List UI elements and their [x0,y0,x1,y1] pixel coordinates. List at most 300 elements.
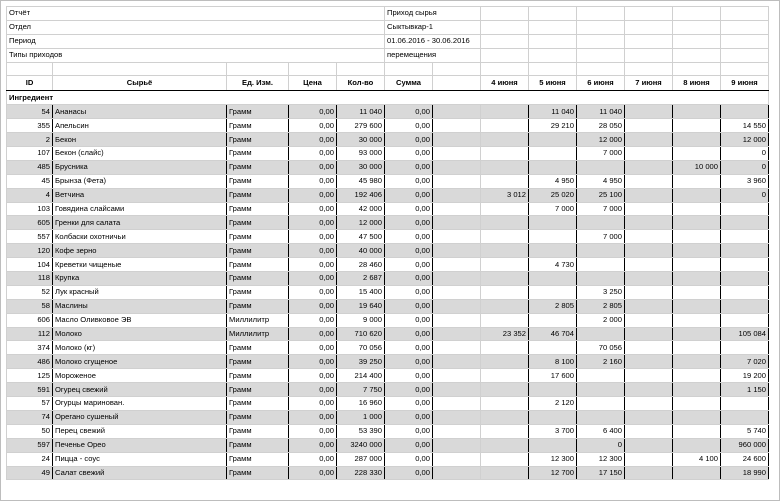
cell-d8[interactable] [673,313,721,327]
cell-d6[interactable]: 17 150 [577,466,625,480]
empty-cell[interactable] [481,48,529,62]
cell-sum[interactable]: 0,00 [385,327,433,341]
cell-sum[interactable]: 0,00 [385,202,433,216]
cell-name[interactable]: Кофе зерно [53,244,227,258]
empty-cell[interactable] [433,452,481,466]
cell-price[interactable]: 0,00 [289,466,337,480]
cell-d9[interactable]: 7 020 [721,355,769,369]
cell-name[interactable]: Огурцы маринован. [53,397,227,411]
report-meta-label[interactable]: Период [7,34,385,48]
cell-qty[interactable]: 9 000 [337,313,385,327]
cell-qty[interactable]: 7 750 [337,383,385,397]
cell-d9[interactable]: 18 990 [721,466,769,480]
cell-name[interactable]: Печенье Орео [53,438,227,452]
cell-d5[interactable]: 12 700 [529,466,577,480]
cell-d9[interactable] [721,105,769,119]
cell-id[interactable]: 45 [7,174,53,188]
cell-unit[interactable]: Грамм [227,299,289,313]
cell-unit[interactable]: Грамм [227,397,289,411]
empty-cell[interactable] [433,133,481,147]
report-meta-label[interactable]: Отдел [7,20,385,34]
cell-d8[interactable] [673,341,721,355]
cell-price[interactable]: 0,00 [289,272,337,286]
empty-cell[interactable] [433,244,481,258]
empty-cell[interactable] [481,62,529,76]
cell-unit[interactable]: Миллилитр [227,327,289,341]
cell-unit[interactable]: Грамм [227,147,289,161]
cell-name[interactable]: Салат свежий [53,466,227,480]
cell-unit[interactable]: Грамм [227,466,289,480]
cell-sum[interactable]: 0,00 [385,119,433,133]
cell-name[interactable]: Маслины [53,299,227,313]
cell-d8[interactable]: 10 000 [673,160,721,174]
cell-d7[interactable] [625,410,673,424]
cell-qty[interactable]: 214 400 [337,369,385,383]
column-header[interactable]: 6 июня [577,76,625,91]
cell-d9[interactable] [721,258,769,272]
cell-qty[interactable]: 710 620 [337,327,385,341]
cell-d7[interactable] [625,105,673,119]
cell-d8[interactable]: 4 100 [673,452,721,466]
cell-unit[interactable]: Грамм [227,202,289,216]
cell-d5[interactable] [529,133,577,147]
empty-cell[interactable] [673,34,721,48]
cell-qty[interactable]: 47 500 [337,230,385,244]
cell-d9[interactable] [721,397,769,411]
cell-sum[interactable]: 0,00 [385,313,433,327]
cell-qty[interactable]: 11 040 [337,105,385,119]
cell-unit[interactable]: Грамм [227,355,289,369]
cell-qty[interactable]: 30 000 [337,160,385,174]
cell-d9[interactable] [721,202,769,216]
cell-name[interactable]: Брынза (Фета) [53,174,227,188]
cell-d9[interactable]: 0 [721,188,769,202]
cell-d5[interactable] [529,410,577,424]
cell-name[interactable]: Молоко [53,327,227,341]
empty-cell[interactable] [529,20,577,34]
cell-d7[interactable] [625,369,673,383]
cell-id[interactable]: 112 [7,327,53,341]
cell-d5[interactable] [529,438,577,452]
cell-qty[interactable]: 192 406 [337,188,385,202]
cell-unit[interactable]: Грамм [227,188,289,202]
cell-d9[interactable] [721,216,769,230]
cell-d6[interactable]: 0 [577,438,625,452]
cell-d8[interactable] [673,466,721,480]
cell-d5[interactable] [529,244,577,258]
report-meta-label[interactable]: Типы приходов [7,48,385,62]
cell-d9[interactable] [721,410,769,424]
cell-d5[interactable]: 25 020 [529,188,577,202]
cell-name[interactable]: Молоко сгущеное [53,355,227,369]
cell-name[interactable]: Говядина слайсами [53,202,227,216]
cell-d7[interactable] [625,397,673,411]
cell-sum[interactable]: 0,00 [385,147,433,161]
empty-cell[interactable] [577,7,625,21]
cell-qty[interactable]: 2 687 [337,272,385,286]
cell-d5[interactable] [529,230,577,244]
empty-cell[interactable] [433,466,481,480]
cell-name[interactable]: Огурец свежий [53,383,227,397]
empty-cell[interactable] [53,62,227,76]
cell-name[interactable]: Бекон [53,133,227,147]
cell-d4[interactable] [481,174,529,188]
empty-cell[interactable] [433,299,481,313]
cell-d8[interactable] [673,424,721,438]
cell-sum[interactable]: 0,00 [385,438,433,452]
cell-d5[interactable] [529,160,577,174]
empty-cell[interactable] [433,397,481,411]
cell-unit[interactable]: Грамм [227,424,289,438]
cell-d5[interactable] [529,313,577,327]
empty-cell[interactable] [625,7,673,21]
cell-id[interactable]: 54 [7,105,53,119]
cell-d4[interactable] [481,369,529,383]
cell-d7[interactable] [625,244,673,258]
cell-sum[interactable]: 0,00 [385,424,433,438]
empty-cell[interactable] [433,272,481,286]
cell-d4[interactable] [481,397,529,411]
cell-price[interactable]: 0,00 [289,397,337,411]
cell-d7[interactable] [625,466,673,480]
cell-name[interactable]: Перец свежий [53,424,227,438]
cell-d5[interactable]: 8 100 [529,355,577,369]
cell-name[interactable]: Гренки для салата [53,216,227,230]
cell-qty[interactable]: 39 250 [337,355,385,369]
cell-unit[interactable]: Грамм [227,230,289,244]
cell-d7[interactable] [625,299,673,313]
cell-price[interactable]: 0,00 [289,313,337,327]
cell-d6[interactable]: 3 250 [577,285,625,299]
empty-cell[interactable] [433,230,481,244]
cell-d5[interactable]: 11 040 [529,105,577,119]
cell-name[interactable]: Апельсин [53,119,227,133]
empty-cell[interactable] [433,424,481,438]
cell-d8[interactable] [673,410,721,424]
empty-cell[interactable] [577,20,625,34]
cell-d4[interactable] [481,299,529,313]
column-header[interactable]: 4 июня [481,76,529,91]
empty-cell[interactable] [337,62,385,76]
cell-d6[interactable]: 11 040 [577,105,625,119]
report-meta-value[interactable]: Приход сырья [385,7,481,21]
column-header[interactable]: Сумма [385,76,433,91]
empty-cell[interactable] [625,62,673,76]
cell-qty[interactable]: 287 000 [337,452,385,466]
column-header[interactable]: 8 июня [673,76,721,91]
cell-unit[interactable]: Грамм [227,410,289,424]
cell-name[interactable]: Орегано сушеный [53,410,227,424]
cell-d8[interactable] [673,202,721,216]
cell-d5[interactable]: 4 730 [529,258,577,272]
report-meta-value[interactable]: перемещения [385,48,481,62]
cell-price[interactable]: 0,00 [289,369,337,383]
column-header[interactable]: 7 июня [625,76,673,91]
empty-cell[interactable] [673,7,721,21]
cell-unit[interactable]: Грамм [227,119,289,133]
empty-cell[interactable] [721,7,769,21]
cell-sum[interactable]: 0,00 [385,216,433,230]
cell-d4[interactable] [481,355,529,369]
empty-cell[interactable] [433,410,481,424]
cell-unit[interactable]: Грамм [227,452,289,466]
cell-qty[interactable]: 40 000 [337,244,385,258]
cell-name[interactable]: Креветки чищеные [53,258,227,272]
cell-d5[interactable] [529,272,577,286]
cell-d7[interactable] [625,327,673,341]
cell-sum[interactable]: 0,00 [385,397,433,411]
cell-d4[interactable] [481,438,529,452]
cell-d6[interactable]: 25 100 [577,188,625,202]
cell-d8[interactable] [673,230,721,244]
cell-d5[interactable] [529,341,577,355]
cell-d4[interactable] [481,383,529,397]
empty-cell[interactable] [433,258,481,272]
cell-sum[interactable]: 0,00 [385,258,433,272]
column-header[interactable] [433,76,481,91]
empty-cell[interactable] [529,7,577,21]
cell-d4[interactable] [481,452,529,466]
empty-cell[interactable] [433,160,481,174]
cell-price[interactable]: 0,00 [289,160,337,174]
cell-id[interactable]: 486 [7,355,53,369]
empty-cell[interactable] [433,147,481,161]
empty-cell[interactable] [385,62,433,76]
cell-d5[interactable]: 4 950 [529,174,577,188]
cell-price[interactable]: 0,00 [289,174,337,188]
cell-d9[interactable]: 3 960 [721,174,769,188]
cell-sum[interactable]: 0,00 [385,174,433,188]
empty-cell[interactable] [433,341,481,355]
cell-d4[interactable] [481,119,529,133]
cell-d6[interactable] [577,327,625,341]
cell-d4[interactable]: 23 352 [481,327,529,341]
cell-unit[interactable]: Грамм [227,216,289,230]
cell-sum[interactable]: 0,00 [385,341,433,355]
cell-id[interactable]: 49 [7,466,53,480]
cell-d6[interactable] [577,272,625,286]
cell-id[interactable]: 104 [7,258,53,272]
empty-cell[interactable] [673,62,721,76]
cell-d6[interactable] [577,160,625,174]
cell-d8[interactable] [673,355,721,369]
cell-d8[interactable] [673,216,721,230]
cell-unit[interactable]: Грамм [227,105,289,119]
empty-cell[interactable] [721,20,769,34]
cell-qty[interactable]: 70 056 [337,341,385,355]
cell-unit[interactable]: Грамм [227,133,289,147]
cell-unit[interactable]: Грамм [227,244,289,258]
cell-d5[interactable] [529,147,577,161]
empty-cell[interactable] [433,438,481,452]
column-header[interactable]: 9 июня [721,76,769,91]
cell-d9[interactable]: 0 [721,147,769,161]
cell-d4[interactable] [481,424,529,438]
cell-d7[interactable] [625,272,673,286]
cell-d7[interactable] [625,341,673,355]
cell-sum[interactable]: 0,00 [385,466,433,480]
cell-d8[interactable] [673,119,721,133]
empty-cell[interactable] [673,20,721,34]
cell-d5[interactable] [529,285,577,299]
cell-qty[interactable]: 28 460 [337,258,385,272]
cell-name[interactable]: Лук красный [53,285,227,299]
cell-name[interactable]: Ветчина [53,188,227,202]
cell-d5[interactable]: 2 120 [529,397,577,411]
cell-sum[interactable]: 0,00 [385,355,433,369]
cell-id[interactable]: 50 [7,424,53,438]
cell-unit[interactable]: Грамм [227,383,289,397]
section-label[interactable]: Ингредиент [7,91,769,105]
cell-price[interactable]: 0,00 [289,341,337,355]
cell-d8[interactable] [673,438,721,452]
cell-d7[interactable] [625,285,673,299]
cell-d4[interactable] [481,105,529,119]
cell-d9[interactable]: 5 740 [721,424,769,438]
cell-d8[interactable] [673,369,721,383]
cell-qty[interactable]: 42 000 [337,202,385,216]
cell-d6[interactable]: 4 950 [577,174,625,188]
cell-sum[interactable]: 0,00 [385,410,433,424]
cell-price[interactable]: 0,00 [289,216,337,230]
cell-d7[interactable] [625,452,673,466]
cell-sum[interactable]: 0,00 [385,285,433,299]
cell-name[interactable]: Мороженое [53,369,227,383]
cell-d9[interactable]: 960 000 [721,438,769,452]
cell-d7[interactable] [625,216,673,230]
cell-id[interactable]: 103 [7,202,53,216]
cell-sum[interactable]: 0,00 [385,133,433,147]
cell-d6[interactable] [577,410,625,424]
cell-id[interactable]: 107 [7,147,53,161]
cell-qty[interactable]: 30 000 [337,133,385,147]
cell-name[interactable]: Пицца - соус [53,452,227,466]
cell-d6[interactable]: 70 056 [577,341,625,355]
cell-unit[interactable]: Грамм [227,438,289,452]
cell-d8[interactable] [673,327,721,341]
empty-cell[interactable] [481,20,529,34]
cell-price[interactable]: 0,00 [289,285,337,299]
cell-d7[interactable] [625,438,673,452]
cell-d9[interactable]: 12 000 [721,133,769,147]
cell-d6[interactable] [577,369,625,383]
cell-d4[interactable] [481,230,529,244]
cell-d4[interactable] [481,466,529,480]
column-header[interactable]: 5 июня [529,76,577,91]
cell-d4[interactable] [481,216,529,230]
cell-d8[interactable] [673,244,721,258]
column-header[interactable]: ID [7,76,53,91]
cell-sum[interactable]: 0,00 [385,452,433,466]
cell-d6[interactable]: 12 000 [577,133,625,147]
cell-d5[interactable] [529,383,577,397]
cell-d4[interactable] [481,160,529,174]
cell-d7[interactable] [625,202,673,216]
empty-cell[interactable] [433,327,481,341]
cell-d9[interactable] [721,272,769,286]
cell-id[interactable]: 57 [7,397,53,411]
cell-d8[interactable] [673,147,721,161]
cell-name[interactable]: Молоко (кг) [53,341,227,355]
cell-d9[interactable]: 105 084 [721,327,769,341]
cell-qty[interactable]: 12 000 [337,216,385,230]
cell-d6[interactable]: 28 050 [577,119,625,133]
cell-sum[interactable]: 0,00 [385,383,433,397]
cell-id[interactable]: 4 [7,188,53,202]
cell-price[interactable]: 0,00 [289,410,337,424]
cell-d9[interactable]: 14 550 [721,119,769,133]
cell-d9[interactable]: 19 200 [721,369,769,383]
cell-d9[interactable]: 1 150 [721,383,769,397]
empty-cell[interactable] [481,7,529,21]
cell-d4[interactable] [481,285,529,299]
cell-d4[interactable] [481,410,529,424]
cell-d9[interactable] [721,244,769,258]
cell-d6[interactable]: 12 300 [577,452,625,466]
cell-d8[interactable] [673,285,721,299]
cell-price[interactable]: 0,00 [289,147,337,161]
cell-d4[interactable] [481,313,529,327]
empty-cell[interactable] [529,34,577,48]
empty-cell[interactable] [433,355,481,369]
cell-id[interactable]: 485 [7,160,53,174]
column-header[interactable]: Сырьё [53,76,227,91]
cell-id[interactable]: 597 [7,438,53,452]
cell-qty[interactable]: 93 000 [337,147,385,161]
cell-name[interactable]: Масло Оливковое ЭВ [53,313,227,327]
cell-id[interactable]: 58 [7,299,53,313]
cell-id[interactable]: 125 [7,369,53,383]
empty-cell[interactable] [625,48,673,62]
cell-d5[interactable]: 29 210 [529,119,577,133]
cell-unit[interactable]: Грамм [227,369,289,383]
cell-id[interactable]: 74 [7,410,53,424]
cell-unit[interactable]: Грамм [227,160,289,174]
cell-d4[interactable] [481,147,529,161]
cell-qty[interactable]: 1 000 [337,410,385,424]
empty-cell[interactable] [577,62,625,76]
cell-name[interactable]: Брусника [53,160,227,174]
empty-cell[interactable] [433,174,481,188]
empty-cell[interactable] [433,216,481,230]
cell-unit[interactable]: Грамм [227,174,289,188]
column-header[interactable]: Цена [289,76,337,91]
cell-unit[interactable]: Грамм [227,258,289,272]
cell-price[interactable]: 0,00 [289,299,337,313]
cell-d8[interactable] [673,272,721,286]
empty-cell[interactable] [625,34,673,48]
cell-d5[interactable]: 7 000 [529,202,577,216]
cell-qty[interactable]: 19 640 [337,299,385,313]
cell-d9[interactable]: 0 [721,160,769,174]
cell-d4[interactable] [481,133,529,147]
cell-qty[interactable]: 228 330 [337,466,385,480]
cell-d6[interactable]: 2 805 [577,299,625,313]
cell-qty[interactable]: 279 600 [337,119,385,133]
cell-d7[interactable] [625,133,673,147]
cell-d5[interactable]: 3 700 [529,424,577,438]
cell-qty[interactable]: 16 960 [337,397,385,411]
cell-price[interactable]: 0,00 [289,133,337,147]
cell-d4[interactable]: 3 012 [481,188,529,202]
cell-sum[interactable]: 0,00 [385,188,433,202]
cell-id[interactable]: 374 [7,341,53,355]
cell-id[interactable]: 118 [7,272,53,286]
cell-d7[interactable] [625,258,673,272]
cell-d8[interactable] [673,174,721,188]
cell-id[interactable]: 24 [7,452,53,466]
empty-cell[interactable] [673,48,721,62]
